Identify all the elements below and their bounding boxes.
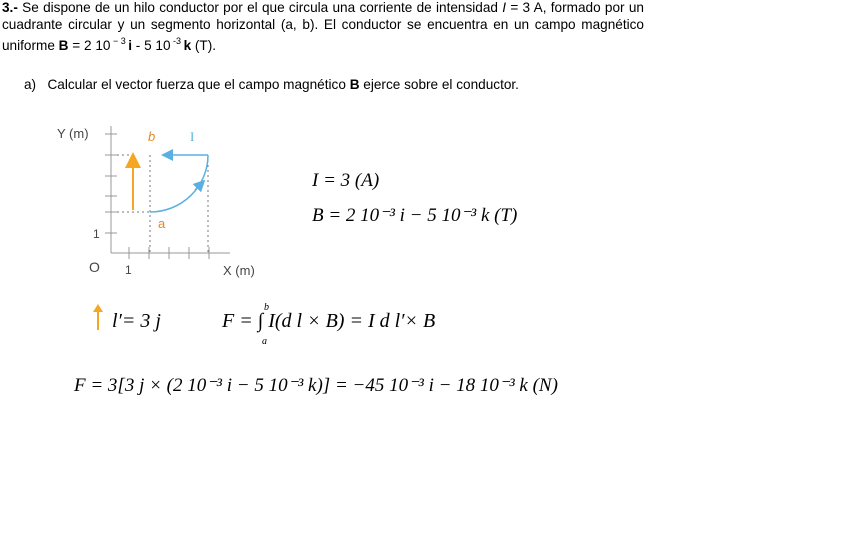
question-B: B xyxy=(349,77,360,92)
question-label: a) xyxy=(24,77,37,92)
force-calculation: F = 3[3 j × (2 10⁻³ i − 5 10⁻³ k)] = −45 10⁻³ i − 18 10⁻³ k (N) xyxy=(74,375,558,396)
length-arrow-icon xyxy=(92,304,104,332)
length-equation: l′= 3 j xyxy=(112,310,161,332)
force-definition: F = ∫ I(d l × B) = I d l′× B xyxy=(222,310,436,332)
point-a-label: a xyxy=(158,216,166,231)
unit-k: k xyxy=(183,38,192,53)
problem-line3a: encuentra en un campo magnético uniforme xyxy=(2,16,644,53)
current-equation: I = 3 (A) xyxy=(312,170,380,191)
quadrant-arc xyxy=(150,155,208,212)
question-text2: ejerce sobre el conductor. xyxy=(359,77,519,92)
question-a xyxy=(24,77,519,92)
unit-i: i xyxy=(128,38,132,53)
field-symbol: B xyxy=(58,38,69,53)
exponent-1: − 3 xyxy=(110,36,129,46)
problem-line3b: = 2 10 xyxy=(68,38,111,53)
problem-line1: Se dispone de un hilo conductor por el que circula una corriente de intensidad xyxy=(22,0,503,15)
current-label: I xyxy=(190,129,195,144)
field-equation: B = 2 10⁻³ i − 5 10⁻³ k (T) xyxy=(312,205,518,226)
integral-upper: b xyxy=(264,302,269,313)
integral-lower: a xyxy=(262,336,267,347)
current-value: = 3 A, xyxy=(506,0,547,15)
question-text1: Calcular el vector fuerza que el campo magnético xyxy=(47,77,350,92)
point-b-label: b xyxy=(148,129,156,144)
problem-number: 3.- xyxy=(2,0,18,15)
y-axis-label: Y (m) xyxy=(57,126,89,141)
problem-statement xyxy=(2,0,644,55)
tick-y-label: 1 xyxy=(93,227,100,241)
origin-label: O xyxy=(89,259,100,275)
x-axis-label: X (m) xyxy=(223,263,255,278)
conductor-figure xyxy=(55,118,285,283)
exponent-2: -3 xyxy=(170,36,184,46)
problem-line2: formado por un cuadrante circular y un segmento horizontal (a, b). El conductor se xyxy=(2,0,644,32)
tick-x-label: 1 xyxy=(125,263,132,277)
problem-line3c: - 5 10 xyxy=(132,38,171,53)
problem-line3d: (T). xyxy=(191,38,217,53)
current-symbol: I xyxy=(502,0,507,15)
